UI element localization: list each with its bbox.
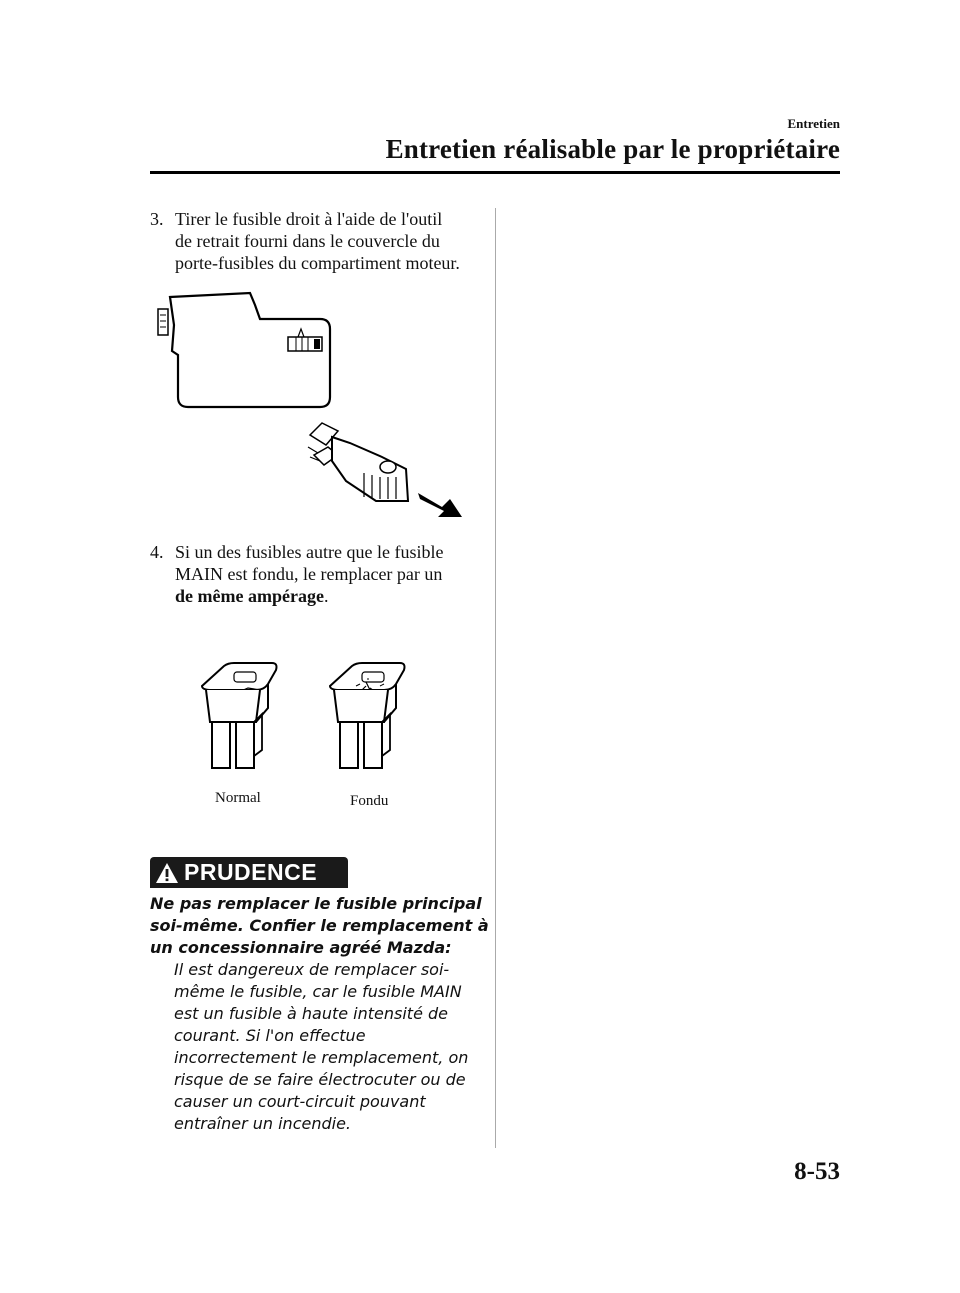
step-text-line: MAIN est fondu, le remplacer par un	[175, 564, 443, 584]
caution-badge	[150, 857, 348, 888]
normal-fuse-label: Normal	[215, 790, 261, 806]
warning-icon	[150, 857, 184, 888]
step-4	[150, 541, 443, 607]
caution-heading-line: un concessionnaire agréé Mazda:	[150, 938, 452, 957]
step-number: 3.	[150, 209, 164, 229]
step-text-line: porte-fusibles du compartiment moteur.	[175, 253, 460, 273]
caution-badge-label: PRUDENCE	[184, 859, 318, 885]
punctuation: .	[323, 586, 329, 606]
page-number: 8-53	[794, 1158, 840, 1185]
page-title: Entretien réalisable par le propriétaire	[385, 134, 840, 164]
step-text-line: de retrait fourni dans le couvercle du	[175, 231, 440, 251]
step-text-line	[150, 585, 443, 607]
header-divider	[150, 171, 840, 174]
caution-body-line: risque de se faire électrocuter ou de	[174, 1070, 466, 1089]
caution-body-line: courant. Si l'on effectue	[174, 1026, 366, 1045]
caution-body-line: est un fusible à haute intensité de	[174, 1004, 448, 1023]
column-divider	[495, 208, 496, 1148]
caution-body-line: Il est dangereux de remplacer soi-	[174, 960, 450, 979]
blown-fuse-label: Fondu	[350, 793, 389, 809]
caution-body-line: incorrectement le remplacement, on	[174, 1048, 469, 1067]
blown-fuse-icon	[330, 663, 405, 768]
normal-fuse-icon	[202, 663, 277, 768]
caution-body-line: causer un court-circuit pouvant	[174, 1092, 426, 1111]
fuse-comparison-illustration	[198, 660, 428, 778]
caution-body-line: entraîner un incendie.	[174, 1114, 351, 1133]
caution-body-line: même le fusible, car le fusible MAIN	[174, 982, 462, 1001]
step-text-line: Tirer le fusible droit à l'aide de l'outil	[175, 209, 443, 229]
section-label: Entretien	[787, 116, 840, 131]
caution-text	[150, 893, 490, 1135]
caution-heading-line: soi-même. Confier le remplacement à	[150, 916, 489, 935]
emphasis-text: de même ampérage	[175, 586, 324, 606]
fuse-puller-illustration	[150, 285, 470, 525]
step-text-line: Si un des fusibles autre que le fusible	[175, 542, 444, 562]
caution-heading-line: Ne pas remplacer le fusible principal	[150, 894, 482, 913]
step-3	[150, 208, 460, 274]
step-number: 4.	[150, 542, 164, 562]
